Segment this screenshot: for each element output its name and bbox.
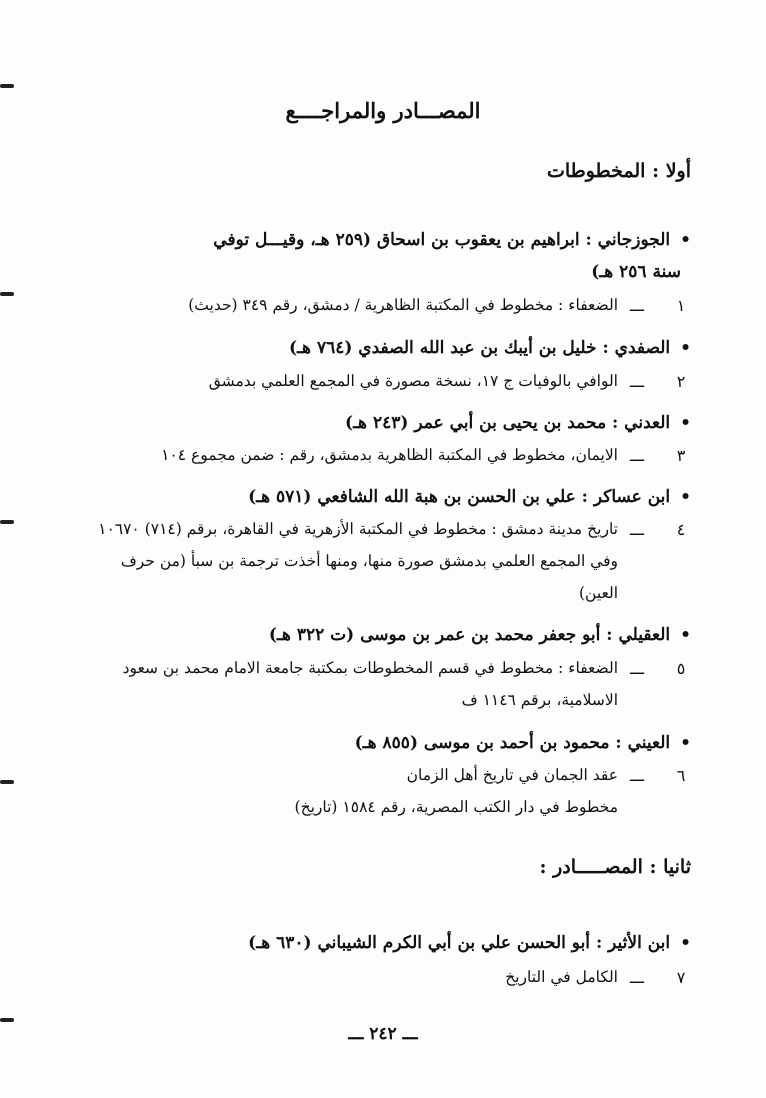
entry-7-author [248, 933, 691, 953]
entry-3-line-1: الايمان، مخطوط في المكتبة الظاهرية بدمشق، رقم : ضمن مجموع ١٠٤ [161, 446, 618, 464]
bullet-icon: • [680, 413, 691, 433]
entry-6-number: ٦ [676, 766, 686, 785]
binding-mark [0, 1018, 14, 1022]
entry-6-line-2: مخطوط في دار الكتب المصرية، رقم ١٥٨٤ (تاريخ) [294, 798, 618, 816]
entry-3-author [345, 413, 691, 433]
dash-marker: ـــ [629, 968, 644, 987]
dash-marker: ـــ [629, 446, 644, 465]
entry-5-line-1: الضعفاء : مخطوط في قسم المخطوطات بمكتبة جامعة الامام محمد بن سعود [122, 659, 618, 677]
entry-7-author-text: ابن الأثير : أبو الحسن علي بن أبي الكرم الشيباني (٦٣٠ هـ) [248, 933, 671, 953]
entry-3-number: ٣ [676, 446, 686, 465]
binding-mark [0, 84, 14, 88]
entry-2-author-text: الصفدي : خليل بن أيبك بن عبد الله الصفدي (٧٦٤ هـ) [289, 338, 671, 358]
binding-mark [0, 780, 14, 784]
binding-mark [0, 520, 14, 524]
entry-1-line-1: الضعفاء : مخطوط في المكتبة الظاهرية / دمشق، رقم ٣٤٩ (حديث) [188, 296, 618, 314]
binding-mark [0, 292, 14, 296]
entry-2-number: ٢ [676, 372, 686, 391]
dash-marker: ـــ [629, 372, 644, 391]
entry-4-author-text: ابن عساكر : علي بن الحسن بن هبة الله الشافعي (٥٧١ هـ) [248, 487, 671, 507]
dash-marker: ـــ [629, 520, 644, 539]
entry-2-line-1: الوافي بالوفيات ج ١٧، نسخة مصورة في المجمع العلمي بدمشق [208, 372, 618, 390]
section-heading-sources: ثانيا : المصـــــادر : [539, 856, 691, 878]
entry-1-author [213, 230, 691, 250]
entry-6-line-1: عقد الجمان في تاريخ أهل الزمان [406, 766, 618, 784]
entry-5-author [269, 625, 691, 645]
entry-2-author [289, 338, 691, 358]
page-title: المصـــادر والمراجــــع [285, 98, 481, 123]
bullet-icon: • [680, 338, 691, 358]
entry-5-author-text: العقيلي : أبو جعفر محمد بن عمر بن موسى (ت ٣٢٢ هـ) [268, 625, 671, 645]
entry-6-author-text: العيني : محمود بن أحمد بن موسى (٨٥٥ هـ) [354, 733, 671, 753]
bullet-icon: • [680, 230, 691, 250]
entry-4-number: ٤ [676, 520, 686, 539]
bullet-icon: • [680, 487, 691, 507]
entry-1-author-cont: سنة ٢٥٦ هـ) [591, 262, 681, 282]
entry-5-number: ٥ [676, 659, 686, 678]
entry-3-author-text: العدني : محمد بن يحيى بن أبي عمر (٢٤٣ هـ) [345, 413, 671, 433]
dash-marker: ـــ [629, 296, 644, 315]
entry-1-number: ١ [676, 296, 686, 315]
section-heading-manuscripts: أولا : المخطوطات [546, 160, 691, 182]
entry-4-author [248, 487, 691, 507]
page-number: ـــ ٢٤٢ ـــ [348, 1024, 418, 1044]
entry-7-line-1: الكامل في التاريخ [505, 968, 618, 986]
bullet-icon: • [680, 625, 691, 645]
entry-4-line-1: تاريخ مدينة دمشق : مخطوط في المكتبة الأزهرية في القاهرة، برقم (٧١٤) ١٠٦٧٠ [98, 520, 618, 538]
dash-marker: ـــ [629, 766, 644, 785]
entry-7-number: ٧ [676, 968, 686, 987]
bullet-icon: • [680, 933, 691, 953]
dash-marker: ـــ [629, 659, 644, 678]
entry-5-line-2: الاسلامية، برقم ١١٤٦ ف [461, 691, 618, 709]
entry-4-line-3: العين) [578, 584, 618, 602]
entry-6-author [355, 733, 691, 753]
bullet-icon: • [680, 733, 691, 753]
entry-4-line-2: وفي المجمع العلمي بدمشق صورة منها، ومنها أخذت ترجمة بن سبأ (من حرف [120, 552, 618, 570]
entry-1-author-text: الجوزجاني : ابراهيم بن يعقوب بن اسحاق (٢٥٩ هـ، وقيـــل توفي [213, 230, 671, 250]
